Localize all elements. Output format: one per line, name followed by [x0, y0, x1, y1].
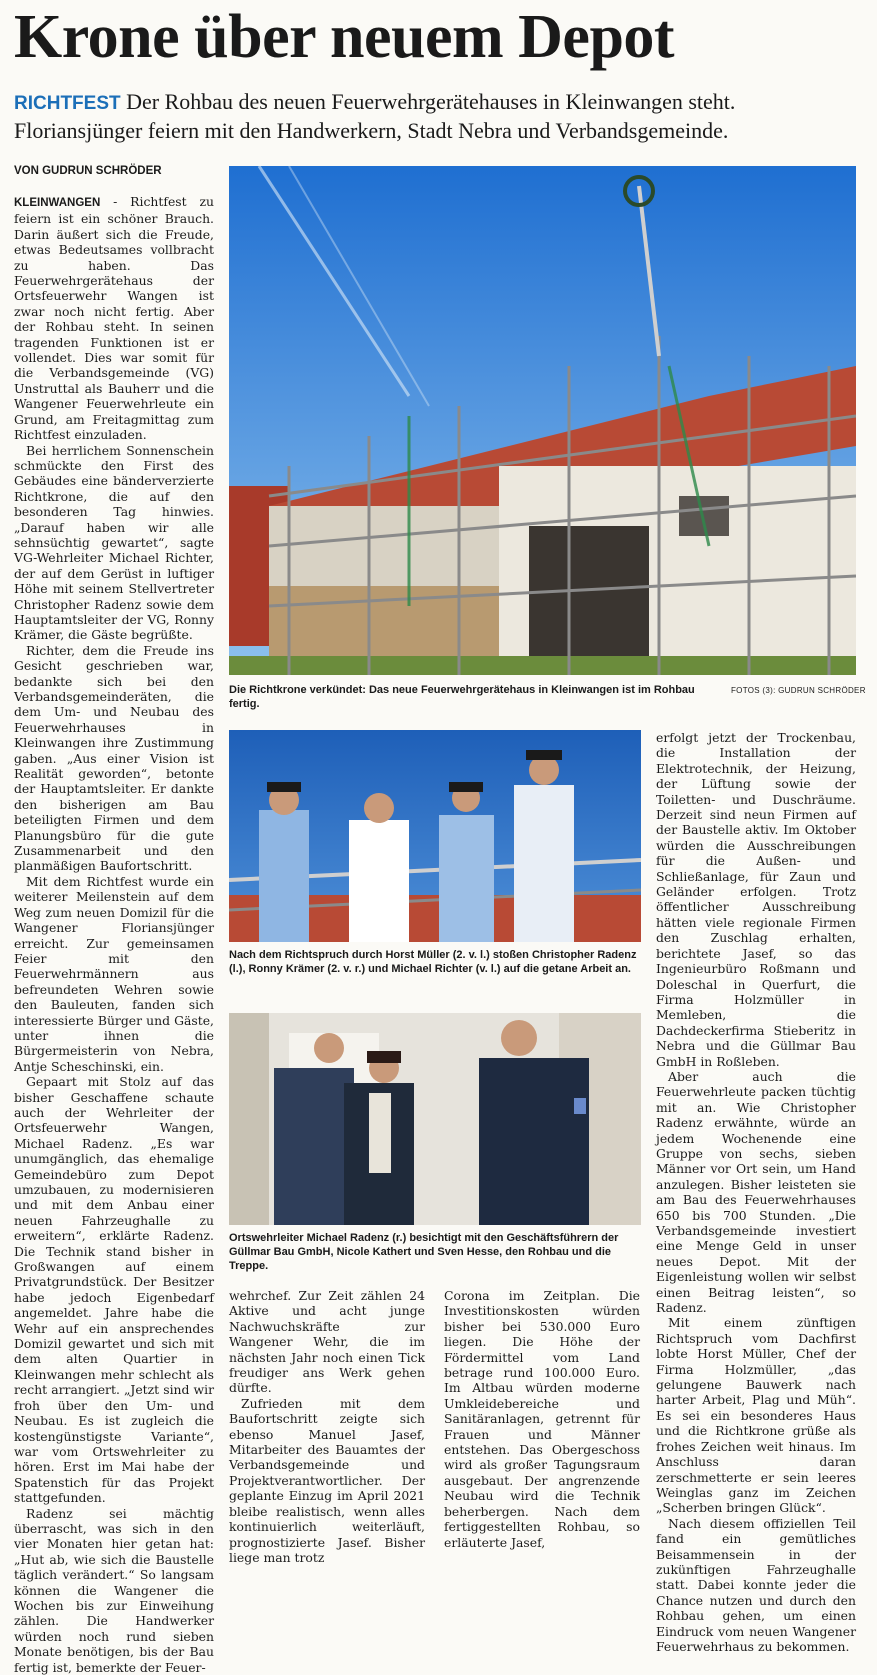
paragraph: Corona im Zeitplan. Die Investitionskosten würden bisher bei 530.000 Euro liegen. Die Höhe der Fördermittel vom Land betrage rund 100.000 Euro. Im Altbau würden moderne Umkleidebereiche und Sanitäranlagen, getrennt für Frauen und Männer entstehen. Das Obergeschoss wird als großer Tagungsraum ausgebaut. Der angrenzende Neubau wird die Technik beherbergen. Nach dem fertiggestellten Rohbau, so erläuterte Jasef,	[444, 1288, 640, 1550]
headline: Krone über neuem Depot	[14, 3, 675, 71]
paragraph: Radenz sei mächtig überrascht, was sich in den vier Monaten hier getan hat: „Hut ab, wie sich die Baustelle täglich verändert.“ So langsam können die Wangener die Wochen bis zur Einweihung zählen. Die Handwerker würden noch rund sieben Monate benötigen, bis der Bau fertig ist, bemerkte der Feuer-	[14, 1505, 214, 1675]
interior-illustration	[229, 1013, 641, 1225]
paragraph: wehrchef. Zur Zeit zählen 24 Aktive und acht junge Nachwuchskräfte zur Wangener Wehr, die im nächsten Jahr noch einen Tick freudiger ans Werk gehen dürfte.	[229, 1288, 425, 1396]
dateline: KLEINWANGEN	[14, 197, 101, 209]
kicker: RICHTFEST	[14, 93, 121, 114]
article-column-3	[444, 1288, 640, 1550]
paragraph: KLEINWANGEN - Richtfest zu feiern ist ein schöner Brauch. Darin äußert sich die Freude, etwas Bedeutsames vollbracht zu haben. Das Feuerwehrgerätehaus der Ortsfeuerwehr Wangen ist zwar noch nicht fertig. Aber der Rohbau steht. In seinen tragenden Funktionen ist er vollendet. Dies war somit für die Verbandsgemeinde (VG) Unstruttal als Bauherr und die Wangener Feuerwehrleute ein Grund, am Freitagmittag zum Richtfest einzuladen.	[14, 194, 214, 443]
paragraph: Nach diesem offiziellen Teil fand ein gemütliches Beisammensein in der zukünftigen Fahrzeughalle statt. Dabei konnte jeder die Chance nutzen und durch den Rohbau gehen, um einen Eindruck vom neuen Wangener Feuerwehrhaus zu bekommen.	[656, 1515, 856, 1654]
photo1-caption: Die Richtkrone verkündet: Das neue Feuerwehrgerätehaus in Kleinwangen ist im Rohbau fertig.	[229, 684, 695, 710]
building-illustration	[229, 166, 856, 675]
paragraph: Richter, dem die Freude ins Gesicht geschrieben war, bedankte sich bei den Verbandsgemeinderäten, die dem Um- und Neubau des Feuerwehrhauses in Kleinwangen ihre Zustimmung gaben. „Aus einer Vision ist Realität geworden“, betonte der Hauptamtsleiter. Er dankte den bisherigen am Bau beteiligten Firmen und dem Planungsbüro für die gute Zusammenarbeit und den planmäßigen Baufortschritt.	[14, 642, 214, 874]
photo-interior	[229, 1013, 641, 1225]
paragraph: Zufrieden mit dem Baufortschritt zeigte sich ebenso Manuel Jasef, Mitarbeiter des Bauamtes der Verbandsgemeinde und Projektverantwortlicher. Der geplante Einzug im April 2021 bleibe realistisch, wenn alles kontinuierlich weiterläuft, prognostizierte Jasef. Bisher liege man trotz	[229, 1395, 425, 1565]
article-column-2	[229, 1288, 425, 1565]
paragraph: Bei herrlichem Sonnenschein schmückte den First des Gebäudes eine bänderverzierte Richtkrone, die auf den besonderen Tag hinwies. „Darauf haben wir alle sehnsüchtig gewartet“, sagte VG-Wehrleiter Michael Richter, der auf dem Gerüst in luftiger Höhe mit seinem Stellvertreter Christopher Radenz sowie dem Hauptamtsleiter der VG, Ronny Krämer, die Gäste begrüßte.	[14, 442, 214, 643]
paragraph: Mit einem zünftigen Richtspruch vom Dachfirst lobte Horst Müller, Chef der Firma Holzmüller, „das gelungene Bauwerk nach harter Arbeit, Plag und Müh“. Es sei ein besonderes Haus und die Richtkrone grüße als frohes Zeichen weit hinaus. Im Anschluss daran zerschmetterte er sein leeres Weinglas ganz im Zeichen „Scherben bringen Glück“.	[656, 1315, 856, 1516]
photo-credit: FOTOS (3): GUDRUN SCHRÖDER	[731, 686, 866, 695]
photo-toast	[229, 730, 641, 942]
paragraph: Aber auch die Feuerwehrleute packen tüchtig mit an. Wie Christopher Radenz erwähnte, würde an jedem Wochenende eine Gruppe von sechs, sieben Männer vor Ort sein, um Hand anzulegen. Bisher leisteten sie am Bau des Feuerwehrhauses 650 bis 700 Stunden. „Die Verbandsgemeinde investiert eine Menge Geld in unser neues Depot. Mit der Eigenleistung wollen wir selbst einen Beitrag leisten“, so Radenz.	[656, 1068, 856, 1316]
paragraph: Mit dem Richtfest wurde ein weiterer Meilenstein auf dem Weg zum neuen Domizil für die Wangener Floriansjünger erreicht. Zur gemeinsamen Feier mit den Feuerwehrmännern aus befreundeten Wehren sowie den Bauleuten, fanden sich interessierte Bürger und Gäste, unter ihnen die Bürgermeisterin von Nebra, Antje Scheschinski, ein.	[14, 873, 214, 1074]
paragraph: Gepaart mit Stolz auf das bisher Geschaffene schaute auch der Wehrleiter der Ortsfeuerwehr Wangen, Michael Radenz. „Es war unumgänglich, das ehemalige Gemeindebüro zum Depot umzubauen, zu modernisieren und mit dem Anbau einer neuen Fahrzeughalle zu erweitern“, erklärte Radenz. Die Technik stand bisher in Großwangen auf einem Privatgrundstück. Der Besitzer habe jedoch Eigenbedarf angemeldet. Jahre habe die Wehr auf ein ansprechendes Domizil gewartet und sich mit dem alten Quartier in Kleinwangen mehr schlecht als recht arrangiert. „Jetzt sind wir froh über den Um- und Neubau. Es ist zugleich die kostengünstigste Variante“, war vom Ortswehrleiter zu hören. Erst im Mai habe der Spatenstich für das Projekt stattgefunden.	[14, 1074, 214, 1506]
deck-text: Der Rohbau des neuen Feuerwehrgerätehauses in Kleinwangen steht. Floriansjünger feiern mit den Handwerkern, Stadt Nebra und Verbandsgemeinde.	[14, 89, 736, 143]
photo-building-scaffold	[229, 166, 856, 675]
photo2-caption: Nach dem Richtspruch durch Horst Müller (2. v. l.) stoßen Christopher Radenz (l.), Ronny Krämer (2. v. r.) und Michael Richter (v. l.) auf die getane Arbeit an.	[229, 949, 637, 975]
article-column-1	[14, 194, 214, 1675]
article-column-4	[656, 730, 856, 1654]
byline: VON GUDRUN SCHRÖDER	[14, 165, 162, 177]
paragraph: erfolgt jetzt der Trockenbau, die Installation der Elektrotechnik, der Heizung, der Lüftung sowie der Toiletten- und Duschräume. Derzeit sind neun Firmen auf der Baustelle aktiv. Im Oktober würden die Ausschreibungen für die Außen- und Schließanlage, für Zaun und Geländer erfolgen. Trotz öffentlicher Ausschreibung hätten viele regionale Firmen den Zuschlag erhalten, berichtete Jasef, so das Ingenieurbüro Roßmann und Doleschal in Querfurt, die Firma Holzmüller in Memleben, die Dachdeckerfirma Stieberitz in Nebra und die Güllmar Bau GmbH in Roßleben.	[656, 730, 856, 1069]
toast-illustration	[229, 730, 641, 942]
deck	[14, 88, 864, 144]
photo3-caption: Ortswehrleiter Michael Radenz (r.) besichtigt mit den Geschäftsführern der Güllmar Bau GmbH, Nicole Kathert und Sven Hesse, den Rohbau und die Treppe.	[229, 1232, 619, 1272]
